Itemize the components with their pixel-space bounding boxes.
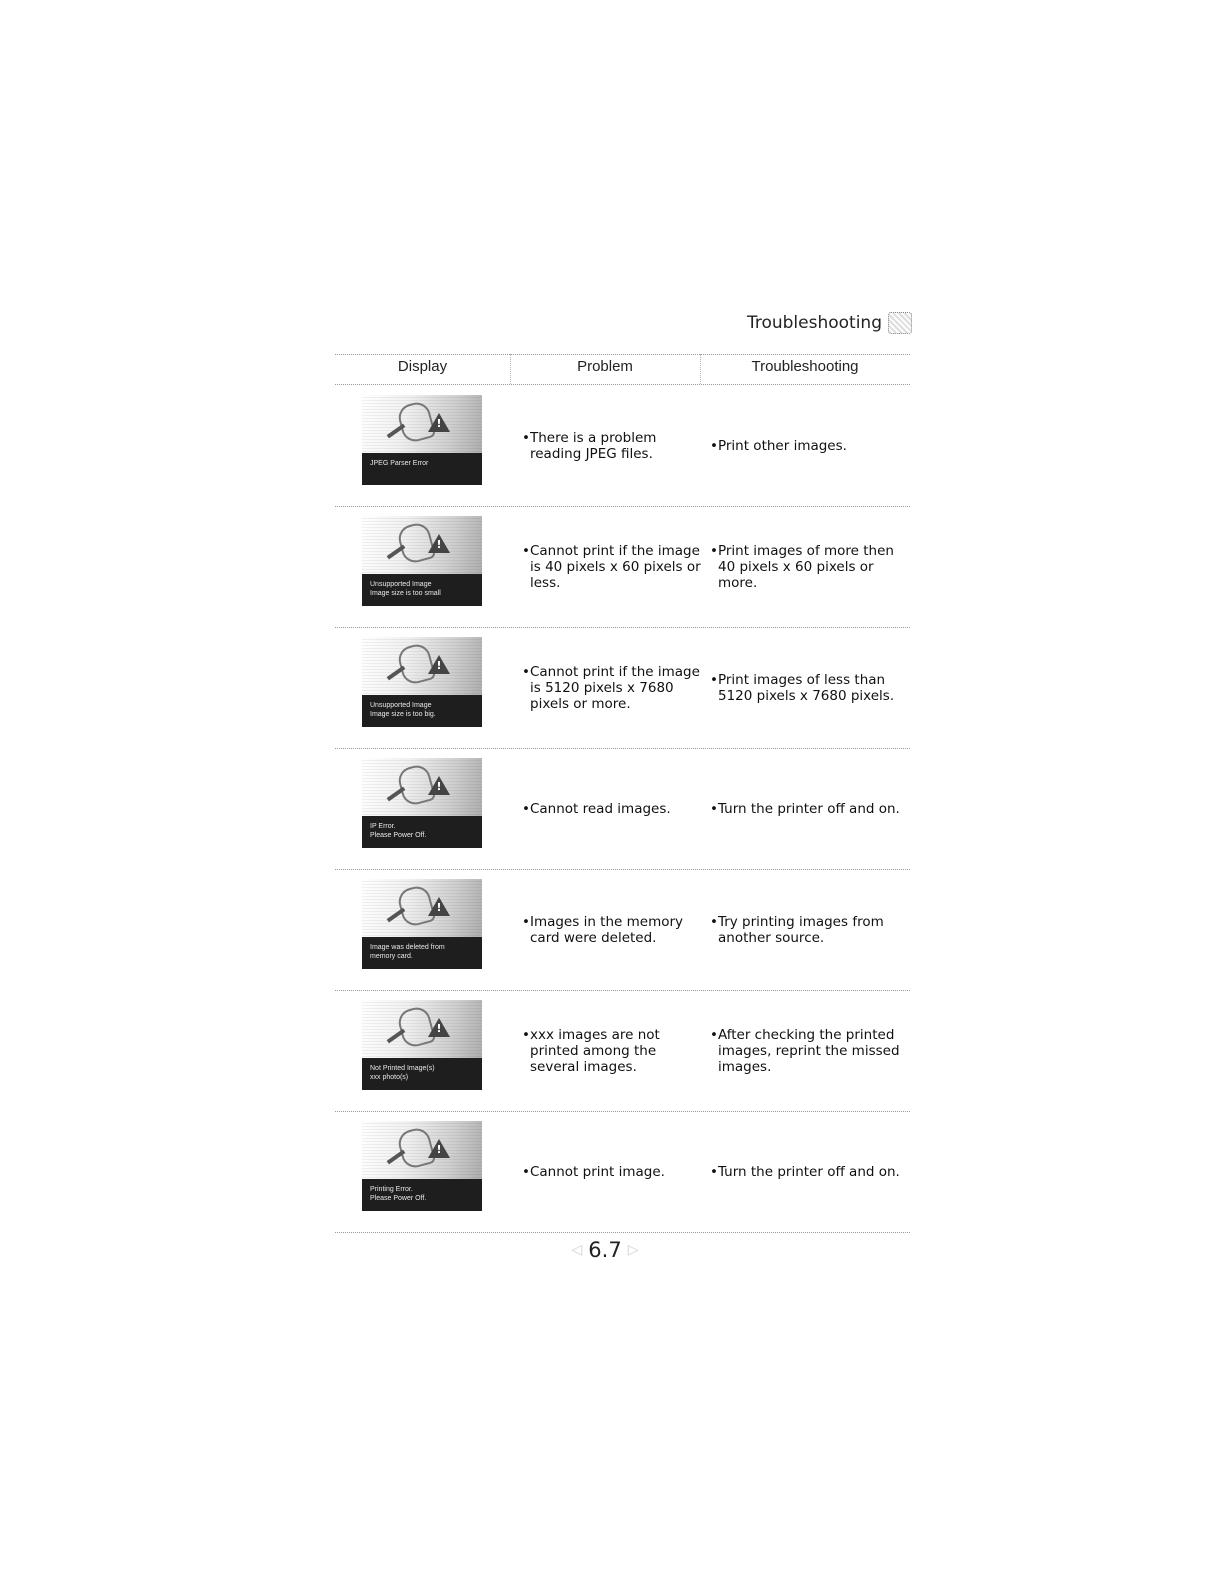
warning-mark: ! (436, 1143, 442, 1156)
table-row (335, 506, 910, 627)
problem-text (522, 543, 702, 591)
problem-text-line: •Images in the memory (522, 914, 684, 930)
column-header-problem: Problem (577, 358, 633, 375)
troubleshooting-text-line: •Print images of more then (710, 543, 894, 559)
prev-arrow-icon: ◁ (571, 1242, 583, 1258)
problem-text-line: printed among the (530, 1043, 657, 1059)
warning-mark: ! (436, 901, 442, 914)
troubleshooting-text (710, 438, 910, 454)
error-screen-thumbnail (362, 1121, 482, 1211)
column-header-troubleshooting: Troubleshooting (751, 358, 859, 375)
problem-text-line: •Cannot read images. (522, 801, 671, 817)
problem-text-line: •There is a problem (522, 430, 657, 446)
table-row (335, 385, 910, 506)
column-header-display: Display (397, 358, 448, 375)
problem-text (522, 664, 702, 712)
troubleshooting-text-line: •Turn the printer off and on. (710, 1164, 900, 1180)
error-screen-thumbnail (362, 758, 482, 848)
error-screen-message: IP Error. Please Power Off. (362, 816, 482, 848)
problem-text-line: •xxx images are not (522, 1027, 660, 1043)
error-screen-thumbnail (362, 395, 482, 485)
troubleshooting-text (710, 672, 910, 704)
page-header (700, 310, 912, 336)
warning-mark: ! (436, 780, 442, 793)
problem-text-line: less. (530, 575, 561, 591)
error-screen-thumbnail (362, 1000, 482, 1090)
troubleshooting-text (710, 1164, 910, 1180)
chapter-icon (888, 312, 912, 334)
problem-text-line: •Cannot print image. (522, 1164, 665, 1180)
error-screen-message: Image was deleted from memory card. (362, 937, 482, 969)
troubleshooting-text-line: images. (718, 1059, 772, 1075)
next-arrow-icon: ▷ (627, 1242, 639, 1258)
table-row (335, 748, 910, 869)
troubleshooting-text-line: •Turn the printer off and on. (710, 801, 900, 817)
page-number-text: 6.7 (588, 1238, 622, 1262)
error-screen-message: Not Printed Image(s) xxx photo(s) (362, 1058, 482, 1090)
problem-text (522, 430, 702, 462)
troubleshooting-text-line: •Print other images. (710, 438, 847, 454)
problem-text-line: •Cannot print if the image (522, 664, 700, 680)
table-row (335, 627, 910, 748)
problem-text-line: •Cannot print if the image (522, 543, 700, 559)
troubleshooting-text (710, 1027, 910, 1075)
header-title: Troubleshooting (746, 313, 882, 333)
table-row (335, 990, 910, 1111)
page-number (540, 1236, 670, 1264)
problem-text-line: several images. (530, 1059, 637, 1075)
problem-text-line: pixels or more. (530, 696, 631, 712)
table-row (335, 869, 910, 990)
warning-mark: ! (436, 538, 442, 551)
warning-mark: ! (436, 659, 442, 672)
troubleshooting-text-line: •After checking the printed (710, 1027, 895, 1043)
troubleshooting-text (710, 801, 910, 817)
troubleshooting-text-line: another source. (718, 930, 825, 946)
row-divider (335, 1232, 910, 1233)
problem-text-line: reading JPEG files. (530, 446, 653, 462)
error-screen-message: JPEG Parser Error (362, 453, 482, 485)
warning-mark: ! (436, 1022, 442, 1035)
troubleshooting-text-line: •Try printing images from (710, 914, 884, 930)
troubleshooting-text-line: 5120 pixels x 7680 pixels. (718, 688, 895, 704)
error-screen-message: Printing Error. Please Power Off. (362, 1179, 482, 1211)
problem-text-line: is 40 pixels x 60 pixels or (530, 559, 701, 575)
table-top-rule (335, 354, 910, 355)
error-screen-thumbnail (362, 879, 482, 969)
problem-text (522, 914, 702, 946)
problem-text-line: is 5120 pixels x 7680 (530, 680, 674, 696)
problem-text (522, 801, 702, 817)
troubleshooting-text-line: 40 pixels x 60 pixels or (718, 559, 874, 575)
troubleshooting-text-line: •Print images of less than (710, 672, 886, 688)
error-screen-thumbnail (362, 637, 482, 727)
error-screen-message: Unsupported Image Image size is too small (362, 574, 482, 606)
problem-text (522, 1027, 702, 1075)
troubleshooting-text (710, 914, 910, 946)
troubleshooting-text-line: images, reprint the missed (718, 1043, 900, 1059)
problem-text (522, 1164, 702, 1180)
problem-text-line: card were deleted. (530, 930, 657, 946)
error-screen-message: Unsupported Image Image size is too big. (362, 695, 482, 727)
warning-mark: ! (436, 417, 442, 430)
error-screen-thumbnail (362, 516, 482, 606)
troubleshooting-text-line: more. (718, 575, 758, 591)
troubleshooting-text (710, 543, 910, 591)
table-row (335, 1111, 910, 1232)
